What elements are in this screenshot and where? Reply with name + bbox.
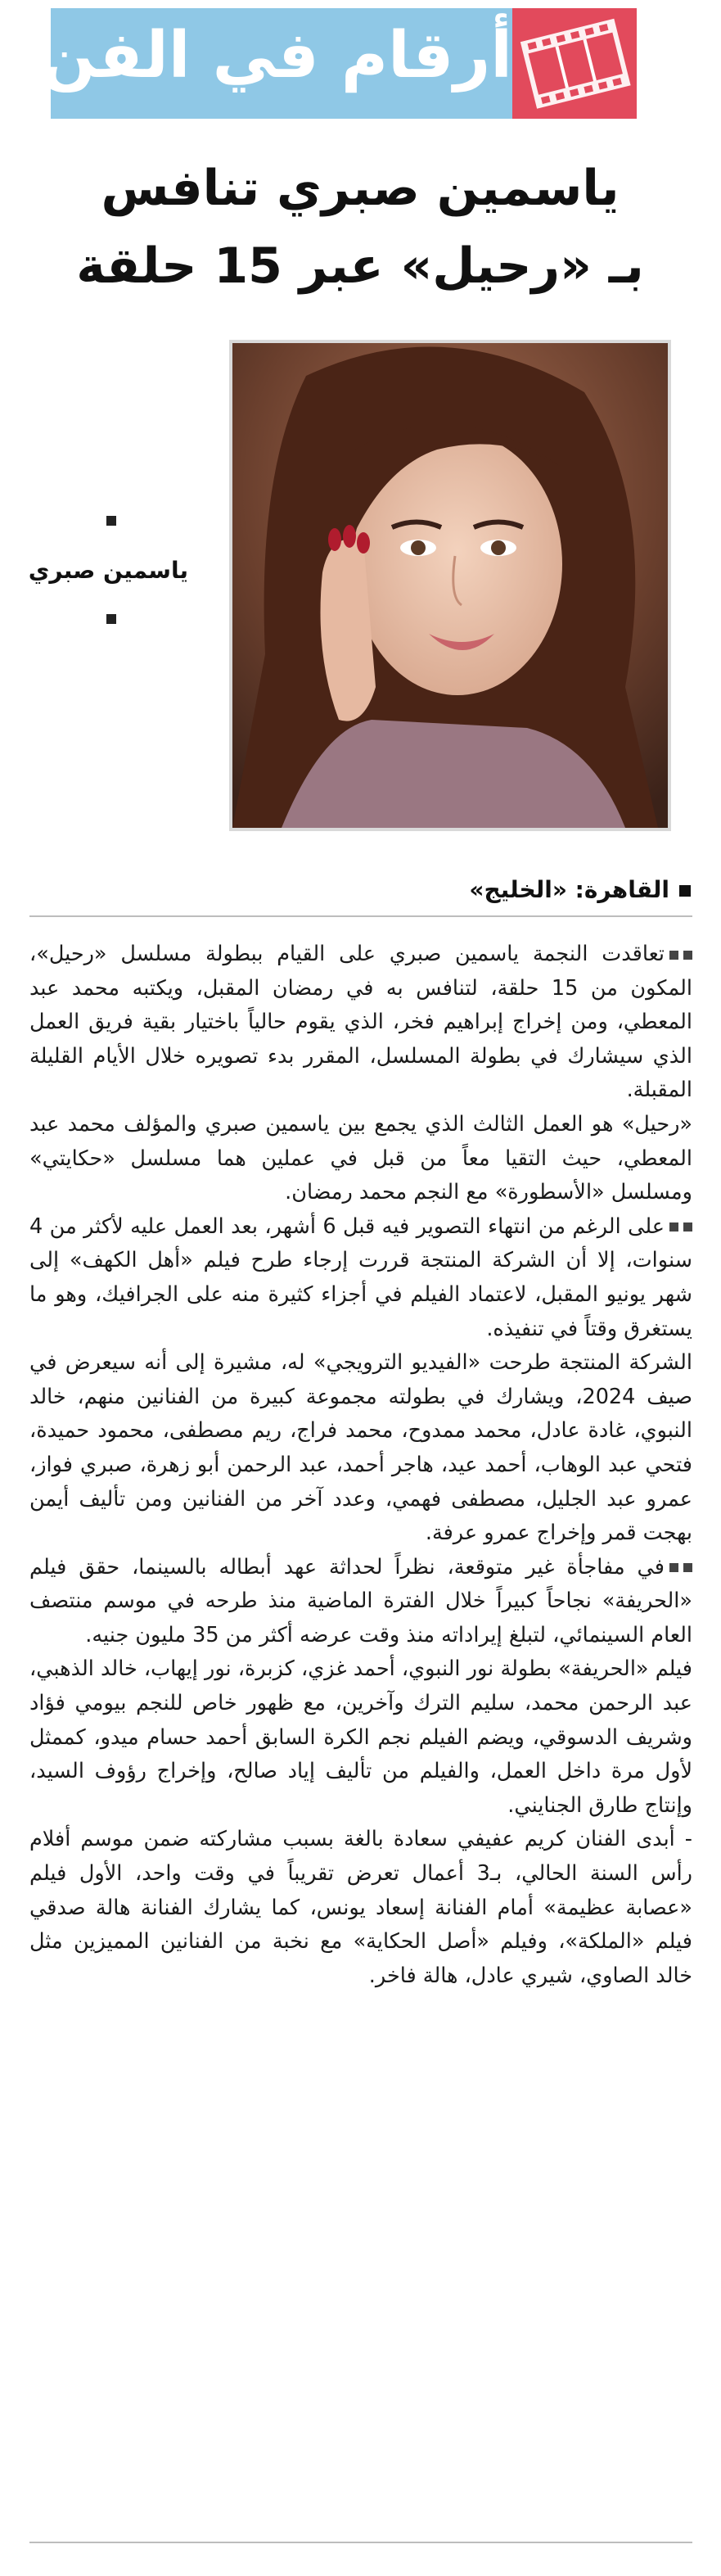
- divider: [29, 915, 692, 917]
- article-photo: [229, 340, 671, 831]
- paragraph: [29, 1346, 692, 1551]
- paragraph-marker-icon: [669, 1222, 678, 1232]
- paragraph-text: فيلم «الحريفة» بطولة نور النبوي، أحمد غزي، كزبرة، نور إيهاب، خالد الذهبي، عبد الرحمن محمد، سليم الترك وآخرين، مع ظهور خاص للنجم بيومي فؤاد وشريف الدسوقي، ويضم الفيلم نجم الكرة السابق أحمد حسام ميدو، كممثل لأول مرة داخل العمل، والفيلم من تأليف إياد صالح، وإخراج رؤوف السيد، وإنتاج طارق الجنايني.: [29, 1656, 692, 1818]
- headline-line-2: بـ «رحيل» عبر 15 حلقة: [76, 237, 644, 295]
- paragraph-text: - أبدى الفنان كريم عفيفي سعادة بالغة بسبب مشاركته ضمن موسم أفلام رأس السنة الحالي، بـ3 أعمال تعرض تقريباً في وقت واحد، الأول فيلم «عصابة عظيمة» أمام الفنانة إسعاد يونس، كما يشارك الفنانة هالة صدقي فيلم «الملكة»، وفيلم «أصل الحكاية» مع نخبة من الفنانين المميزين مثل خالد الصاوي، شيري عادل، هالة فاخر.: [29, 1827, 692, 1988]
- paragraph-marker-icon: [683, 1563, 692, 1572]
- byline-text: القاهرة: «الخليج»: [469, 876, 669, 903]
- paragraph: [29, 1108, 692, 1210]
- caption-bullet: [106, 516, 116, 526]
- paragraph-text: الشركة المنتجة طرحت «الفيديو الترويجي» له، مشيرة إلى أنه سيعرض في صيف 2024، ويشارك في بطولته مجموعة كبيرة من الفنانين منهم، خالد النبوي، غادة عادل، محمد ممدوح، محمد فراج، ريم مصطفى، محمود حميدة، فتحي عبد الوهاب، أحمد عيد، هاجر أحمد، عبد الرحمن أبو زهرة، صبري فواز، عمرو عبد الجليل، مصطفى فهمي، وعدد آخر من الفنانين ومن تأليف أيمن بهجت قمر وإخراج عمرو عرفة.: [29, 1350, 692, 1546]
- byline: [469, 876, 691, 903]
- paragraph: [29, 1210, 692, 1346]
- paragraph-marker-icon: [669, 1563, 678, 1572]
- paragraph-text: في مفاجأة غير متوقعة، نظراً لحداثة عهد أبطاله بالسينما، حقق فيلم «الحريفة» نجاحاً كبيراً خلال الفترة الماضية منذ طرحه في موسم منتصف العام السينمائي، لتبلغ إيراداته منذ وقت عرضه أكثر من 35 مليون جنيه.: [29, 1554, 692, 1647]
- film-strip-icon: [512, 8, 637, 119]
- paragraph-marker-icon: [683, 1222, 692, 1232]
- paragraph: [29, 938, 692, 1108]
- section-title: أرقام في الفن: [41, 19, 512, 93]
- paragraph-text: تعاقدت النجمة ياسمين صبري على القيام ببطولة مسلسل «رحيل»، المكون من 15 حلقة، لتنافس به في رمضان المقبل، ويكتبه محمد عبد المعطي، ومن إخراج إبراهيم فخر، الذي يقوم حالياً باختيار بقية فريق العمل الذي سيشارك في بطولة المسلسل، المقرر بدء تصويره خلال الأيام القليلة المقبلة.: [29, 942, 692, 1103]
- paragraph: [29, 1652, 692, 1823]
- paragraph: [29, 1823, 692, 1993]
- paragraph-text: على الرغم من انتهاء التصوير فيه قبل 6 أشهر، بعد العمل عليه لأكثر من 4 سنوات، إلا أن الشركة المنتجة قررت إرجاء طرح فيلم «أهل الكهف» إلى شهر يونيو المقبل، لاعتماد الفيلم في أجزاء كثيرة منه على الجرافيك، وهو ما يستغرق وقتاً في تنفيذه.: [29, 1213, 692, 1341]
- paragraph: [29, 1551, 692, 1653]
- byline-square-icon: [679, 885, 691, 897]
- paragraph-marker-icon: [669, 951, 678, 960]
- divider: [29, 2542, 692, 2543]
- headline-line-1: ياسمين صبري تنافس: [101, 160, 620, 217]
- article-body: [29, 938, 692, 1993]
- photo-caption: ياسمين صبري: [28, 557, 188, 584]
- paragraph-text: «رحيل» هو العمل الثالث الذي يجمع بين ياسمين صبري والمؤلف محمد عبد المعطي، حيث التقيا معاً من قبل في عملين هما مسلسل «حكايتي» ومسلسل «الأسطورة» مع النجم محمد رمضان.: [29, 1111, 692, 1205]
- paragraph-marker-icon: [683, 951, 692, 960]
- caption-bullet: [106, 614, 116, 624]
